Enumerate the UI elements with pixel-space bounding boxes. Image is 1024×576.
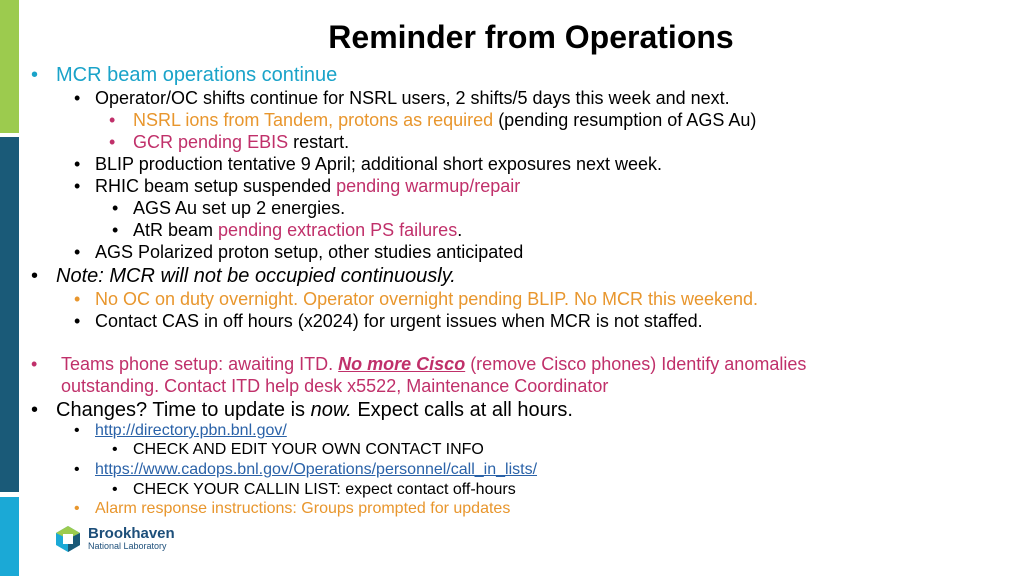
list-item-no-oc: No OC on duty overnight. Operator overnight pending BLIP. No MCR this weekend. [95,289,759,309]
list-item-shifts: Operator/OC shifts continue for NSRL users, 2 shifts/5 days this week and next. [95,88,730,108]
directory-link[interactable]: http://directory.pbn.bnl.gov/ [95,422,287,439]
list-item-mcr: MCR beam operations continue [56,64,338,86]
bullet: • [74,88,81,108]
bullet: • [112,441,118,458]
list-item-blip: BLIP production tentative 9 April; additional short exposures next week. [95,154,663,174]
changes-now: now. [310,399,352,421]
bullet: • [74,242,81,262]
list-item-alarm: Alarm response instructions: Groups prompted for updates [95,500,511,517]
list-item-ags-pol: AGS Polarized proton setup, other studies anticipated [95,242,524,262]
sidebar-blue-segment [0,497,19,576]
call-in-lists-link[interactable]: https://www.cadops.bnl.gov/Operations/personnel/call_in_lists/ [95,461,538,478]
sidebar-accent [0,0,19,576]
bullet: • [31,399,39,421]
bullet: • [31,64,39,86]
check-callin-a: CHECK YOUR CALLIN LIST [133,481,337,498]
bullet: • [74,289,81,309]
bullet: • [74,422,80,439]
list-item-ags-au: AGS Au set up 2 energies. [133,198,346,218]
list-item-check-callin [133,480,516,499]
bullet: • [74,461,80,478]
teams-text-b: (remove Cisco phones) Identify anomalies [465,354,807,374]
list-item-gcr [133,132,349,153]
no-more-cisco: No more Cisco [338,354,466,374]
list-item-check-contact: CHECK AND EDIT YOUR OWN CONTACT INFO [133,441,484,458]
list-item-teams [61,354,806,375]
changes-text-a: Changes? Time to update is [56,399,311,421]
list-item-nsrl [133,110,756,131]
page-title: Reminder from Operations [328,19,734,55]
atr-plain: AtR beam [133,220,219,240]
gcr-highlight: GCR pending EBIS [133,132,289,152]
bullet: • [109,132,116,152]
teams-text-a: Teams phone setup: awaiting ITD. [61,354,339,374]
list-item-rhic [95,176,520,197]
nsrl-rest: (pending resumption of AGS Au) [493,110,757,130]
brookhaven-logo [54,525,175,553]
atr-end: . [457,220,463,240]
sidebar-navy-segment [0,137,19,492]
list-item-changes [56,399,573,421]
bullet: • [112,481,118,498]
list-item-cas: Contact CAS in off hours (x2024) for urgent issues when MCR is not staffed. [95,311,703,331]
gcr-rest: restart. [288,132,350,152]
rhic-highlight: pending warmup/repair [336,176,521,196]
bullet: • [31,354,38,374]
brookhaven-logo-icon [54,525,82,553]
bullet: • [74,311,81,331]
list-item-atr [133,220,462,241]
bullet: • [112,220,119,240]
bullet: • [31,265,39,287]
logo-name: Brookhaven [88,525,175,542]
atr-highlight: pending extraction PS failures [218,220,458,240]
list-item-teams-line2: outstanding. Contact ITD help desk x5522, Maintenance Coordinator [61,376,609,396]
bullet: • [74,500,80,517]
check-callin-b: : expect contact off-hours [336,481,516,498]
rhic-plain: RHIC beam setup suspended [95,176,337,196]
changes-text-b: Expect calls at all hours. [351,399,573,421]
bullet: • [109,110,116,130]
list-item-note: Note: MCR will not be occupied continuously. [56,265,456,287]
bullet: • [74,176,81,196]
bullet: • [112,198,119,218]
bullet: • [74,154,81,174]
nsrl-highlight: NSRL ions from Tandem, protons as required [133,110,494,130]
logo-subtitle: National Laboratory [88,541,167,551]
